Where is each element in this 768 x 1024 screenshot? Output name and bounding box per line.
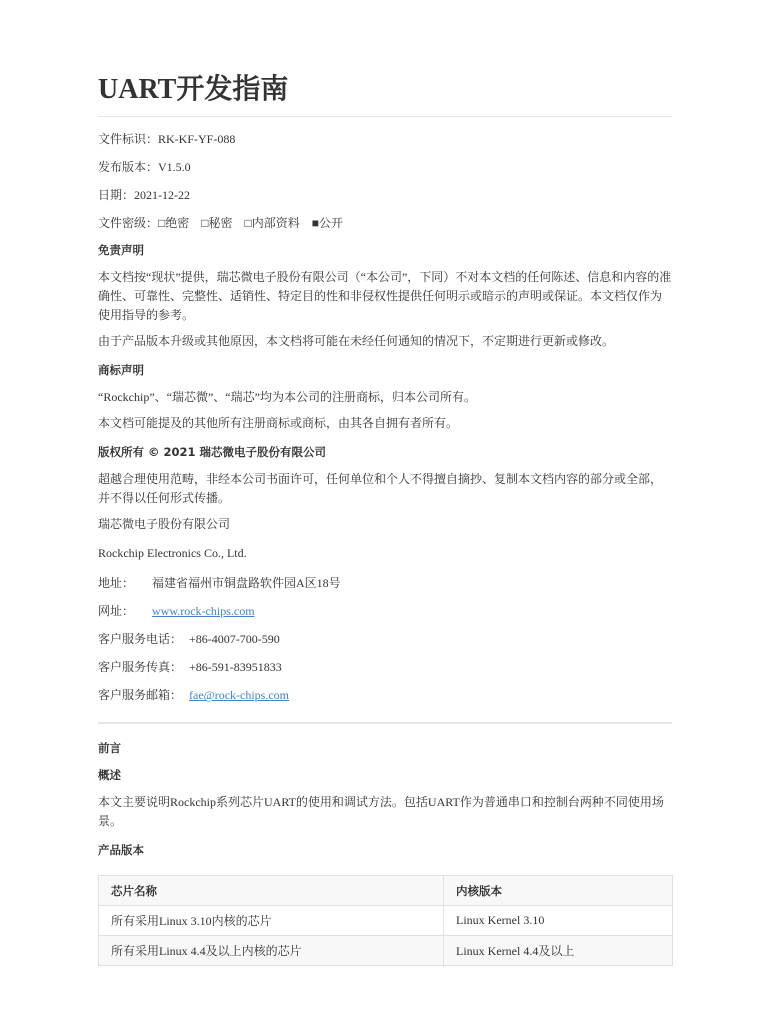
phone-value: +86-4007-700-590 [189,632,280,647]
address-value: 福建省福州市铜盘路软件园A区18号 [152,576,341,591]
address-line [98,575,672,591]
section-divider [98,722,672,724]
email-line [98,687,672,703]
company-name-cn: 瑞芯微电子股份有限公司 [98,517,231,532]
email-label: 客户服务邮箱： [98,688,183,703]
table-header-chip: 芯片名称 [99,876,444,906]
overview-paragraph: 本文主要说明Rockchip系列芯片UART的使用和调试方法。包括UART作为普通串口和控制台两种不同使用场景。 [98,795,664,829]
website-label: 网址： [98,604,135,619]
page-title: UART开发指南 [98,72,672,117]
trademark-heading: 商标声明 [98,363,144,378]
document-content [98,72,672,966]
table-cell-chip: 所有采用Linux 4.4及以上内核的芯片 [99,936,444,966]
secrecy-line [98,215,672,231]
secrecy-option-public: ■公开 [311,216,344,231]
website-link[interactable]: www.rock-chips.com [152,604,255,619]
phone-line [98,631,672,647]
preface-heading: 前言 [98,741,121,756]
version-label: 发布版本： [98,160,159,175]
date-value: 2021-12-22 [134,188,191,203]
website-line [98,603,672,619]
table-cell-kernel: Linux Kernel 3.10 [444,906,673,936]
disclaimer-paragraph-1: 本文档按“现状”提供，瑞芯微电子股份有限公司（“本公司”，下同）不对本文档的任何陈述、信息和内容的准确性、可靠性、完整性、适销性、特定目的性和非侵权性提供任何明示或暗示的声明或保证。本文档仅作为使用指导的参考。 [98,270,672,323]
phone-label: 客户服务电话： [98,632,183,647]
secrecy-label: 文件密级： [98,216,159,231]
secrecy-option-internal: □内部资料 [244,216,300,231]
fax-line [98,659,672,675]
fax-value: +86-591-83951833 [189,660,282,675]
date-label: 日期： [98,188,135,203]
table-header-kernel: 内核版本 [444,876,673,906]
overview-heading: 概述 [98,768,121,783]
table-cell-chip: 所有采用Linux 3.10内核的芯片 [99,906,444,936]
file-id-value: RK-KF-YF-088 [158,132,236,147]
product-version-table [98,875,673,966]
trademark-paragraph-2: 本文档可能提及的其他所有注册商标或商标，由其各自拥有者所有。 [98,416,459,431]
secrecy-option-top-secret: □绝密 [158,216,190,231]
company-name-en: Rockchip Electronics Co., Ltd. [98,546,247,561]
table-header-row [99,876,673,906]
disclaimer-heading: 免责声明 [98,243,144,258]
file-id-label: 文件标识： [98,132,159,147]
fax-label: 客户服务传真： [98,660,183,675]
date-line [98,187,672,203]
trademark-paragraph-1: “Rockchip”、“瑞芯微”、“瑞芯”均为本公司的注册商标，归本公司所有。 [98,390,476,405]
address-label: 地址： [98,576,135,591]
product-version-heading: 产品版本 [98,843,144,858]
email-link[interactable]: fae@rock-chips.com [189,688,290,703]
table-row [99,906,673,936]
secrecy-option-secret: □秘密 [201,216,233,231]
version-line [98,159,672,175]
file-id-line [98,131,672,147]
table-row [99,936,673,966]
table-cell-kernel: Linux Kernel 4.4及以上 [444,936,673,966]
disclaimer-paragraph-2: 由于产品版本升级或其他原因，本文档将可能在未经任何通知的情况下，不定期进行更新或修改。 [98,334,615,349]
copyright-heading: 版权所有 © 2021 瑞芯微电子股份有限公司 [98,445,327,460]
copyright-paragraph: 超越合理使用范畴，非经本公司书面许可，任何单位和个人不得擅自摘抄、复制本文档内容的部分或全部，并不得以任何形式传播。 [98,472,663,506]
version-value: V1.5.0 [158,160,191,175]
